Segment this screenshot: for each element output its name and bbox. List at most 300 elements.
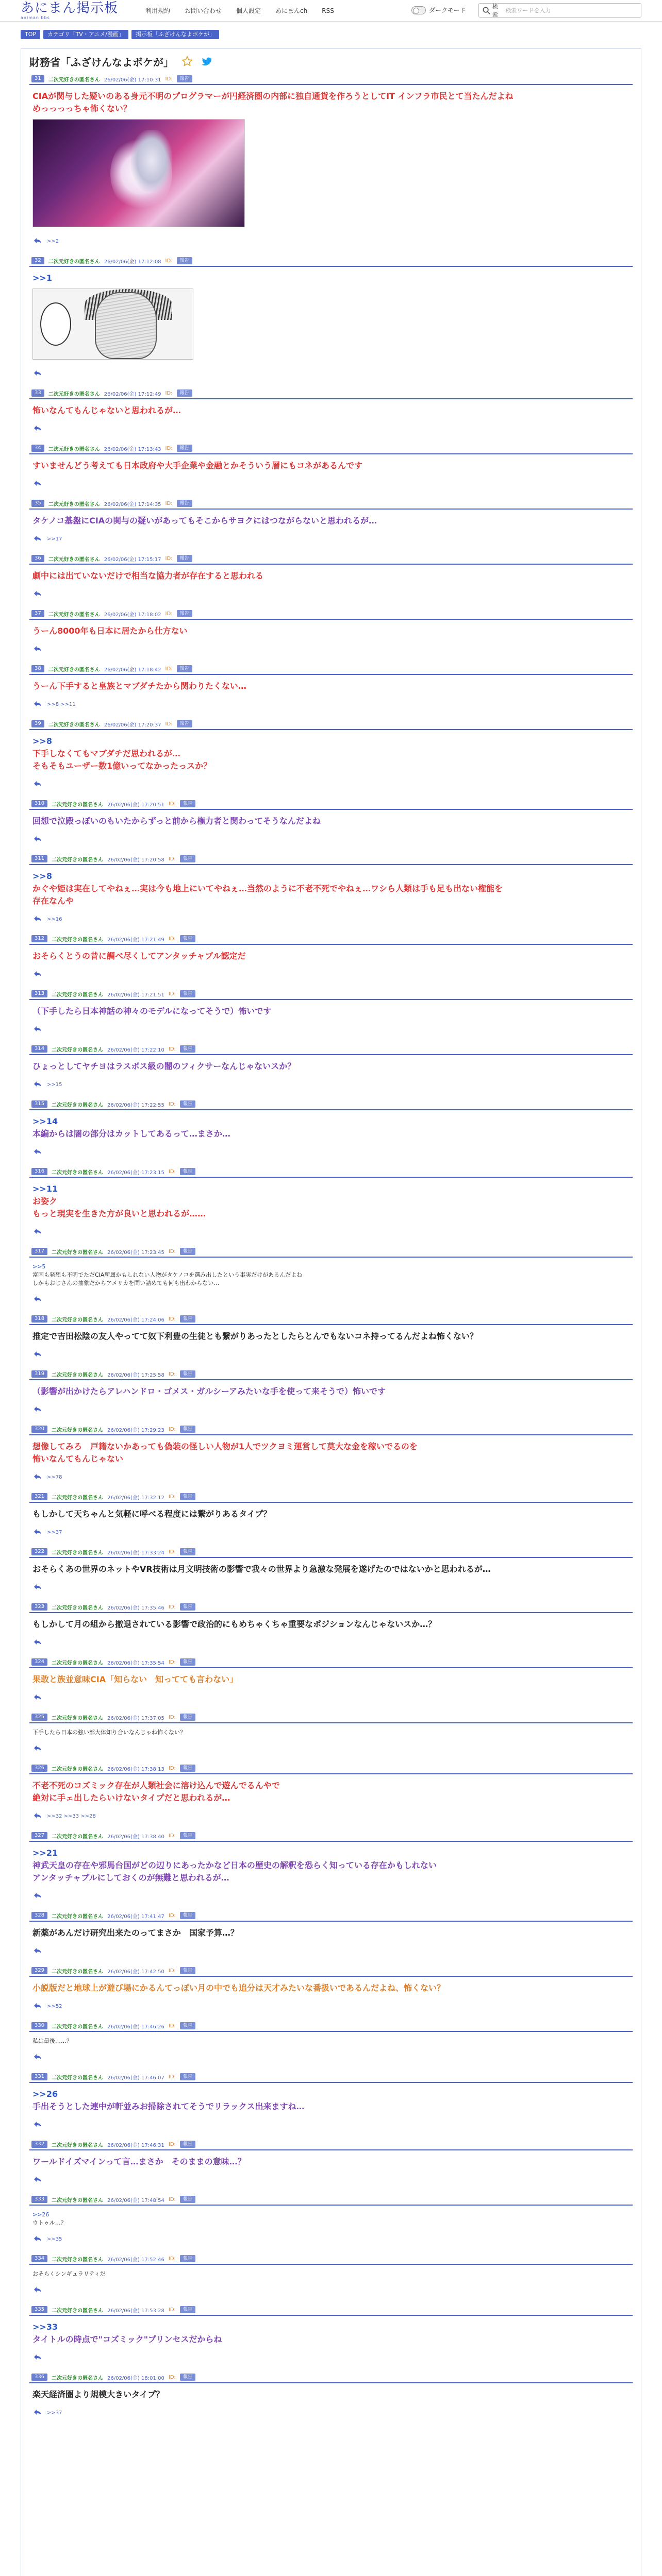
post-id[interactable]: ID: xyxy=(168,1549,176,1555)
post-text-line: ワールドイズマインって言…まさか そのままの意味…？ xyxy=(32,2157,246,2166)
post-body xyxy=(29,865,633,913)
post-id[interactable]: ID: xyxy=(168,1968,176,1974)
post-item xyxy=(29,1099,633,1163)
reply-icon[interactable] xyxy=(34,370,42,378)
post-number[interactable]: 327 xyxy=(31,1832,47,1839)
dark-mode-toggle[interactable] xyxy=(411,6,426,14)
post-author: 二次元好きの匿名さん xyxy=(48,259,100,265)
report-button[interactable]: 報告 xyxy=(180,2196,195,2203)
reply-icon[interactable] xyxy=(34,2054,42,2061)
post-header xyxy=(29,1044,633,1055)
post-text-line: うーん8000年も日本に居たから仕方ない xyxy=(32,626,188,636)
reply-icon[interactable] xyxy=(34,2286,42,2294)
nav-animanch[interactable]: あにまんch xyxy=(275,7,308,14)
post-number[interactable]: 323 xyxy=(31,1603,47,1611)
post-id[interactable]: ID: xyxy=(168,801,176,807)
post-text-line: おそらくあの世界のネットやVR技術は月文明技術の影響で我々の世界より急激な発展を遂げたのではないかと思われるが… xyxy=(32,1564,491,1574)
post-header xyxy=(29,2372,633,2383)
post-author: 二次元好きの匿名さん xyxy=(52,2257,104,2263)
post-body xyxy=(29,1503,633,1527)
reply-icon[interactable] xyxy=(34,1584,42,1591)
post-date: 26/02/06(金) 17:12:49 xyxy=(104,391,161,397)
report-button[interactable]: 報告 xyxy=(180,935,195,942)
report-button[interactable]: 報告 xyxy=(180,2374,195,2381)
breadcrumb-category[interactable]: カテゴリ「TV・アニメ/漫画」 xyxy=(43,30,128,39)
post-id[interactable]: ID: xyxy=(165,611,173,617)
post-author: 二次元好きの匿名さん xyxy=(52,2142,104,2148)
post-number[interactable]: 328 xyxy=(31,1912,47,1919)
reply-icon[interactable] xyxy=(34,971,42,978)
post-number[interactable]: 335 xyxy=(31,2306,47,2313)
report-button[interactable]: 報告 xyxy=(180,1100,195,1108)
post-header xyxy=(29,989,633,1000)
post-text-line: タケノコ基盤にCIAの関与の疑いがあってもそこからサヨクにはつながらないと思われるが… xyxy=(32,516,377,526)
post-body xyxy=(29,1668,633,1692)
post-date: 26/02/06(金) 17:13:43 xyxy=(104,446,161,452)
post-text-line: めっっっっちゃ怖くない？ xyxy=(32,104,131,113)
reply-icon[interactable] xyxy=(34,2121,42,2129)
post-item xyxy=(29,74,633,252)
reply-anchors[interactable]: >>37 xyxy=(47,2410,62,2416)
post-number[interactable]: 324 xyxy=(31,1658,47,1666)
reply-icon[interactable] xyxy=(34,2354,42,2362)
reply-anchors[interactable]: >>8 >>11 xyxy=(47,702,76,707)
post-author: 二次元好きの匿名さん xyxy=(52,1427,104,1433)
post-item xyxy=(29,1044,633,1096)
post-date: 26/02/06(金) 17:23:45 xyxy=(107,1249,164,1256)
reply-icon[interactable] xyxy=(34,1639,42,1647)
report-button[interactable]: 報告 xyxy=(177,720,192,727)
post-header xyxy=(29,1166,633,1178)
nav-terms[interactable]: 利用規約 xyxy=(145,7,171,14)
reply-icon[interactable] xyxy=(34,836,42,843)
post-body xyxy=(29,2316,633,2352)
report-button[interactable]: 報告 xyxy=(180,1426,195,1433)
twitter-icon[interactable] xyxy=(201,55,213,67)
report-button[interactable]: 報告 xyxy=(180,2073,195,2080)
post-id[interactable]: ID: xyxy=(165,445,173,451)
nav-contact[interactable]: お問い合わせ xyxy=(185,7,222,14)
post-footer xyxy=(29,368,633,385)
post-number[interactable]: 315 xyxy=(31,1100,47,1108)
post-image-manga[interactable] xyxy=(32,289,193,360)
post-header xyxy=(29,664,633,675)
reply-icon[interactable] xyxy=(34,1529,42,1536)
post-text-line: 私は最後……？ xyxy=(32,2038,72,2044)
post-author: 二次元好きの匿名さん xyxy=(52,802,104,808)
post-id[interactable]: ID: xyxy=(168,1371,176,1377)
reply-icon[interactable] xyxy=(34,781,42,788)
post-text-line: しかもおじさんの抽象だからアメリカを問い詰めても何も出わからない… xyxy=(32,1280,220,1286)
post-body xyxy=(29,1325,633,1349)
post-id[interactable]: ID: xyxy=(168,1659,176,1665)
post-header xyxy=(29,1492,633,1503)
post-author: 二次元好きの匿名さん xyxy=(52,2075,104,2081)
reply-icon[interactable] xyxy=(34,1081,42,1089)
reply-anchor-link[interactable]: >>1 xyxy=(32,273,52,283)
report-button[interactable]: 報告 xyxy=(180,2141,195,2148)
post-id[interactable]: ID: xyxy=(168,1714,176,1720)
reply-anchors[interactable]: >>32 >>33 >>28 xyxy=(47,1814,96,1819)
post-body xyxy=(29,565,633,588)
post-number[interactable]: 35 xyxy=(31,500,44,507)
post-footer xyxy=(29,834,633,851)
post-text-line: 手出そうとした連中が軒並みお掃除されてそうでリラックス出来ますね… xyxy=(32,2102,305,2111)
post-date: 26/02/06(金) 17:18:42 xyxy=(104,667,161,673)
post-id[interactable]: ID: xyxy=(165,390,173,396)
post-text-line: 楽天経済圏より規模大きいタイプ？ xyxy=(32,2389,164,2399)
report-button[interactable]: 報告 xyxy=(180,1045,195,1053)
post-id[interactable]: ID: xyxy=(165,555,173,562)
reply-anchors[interactable]: >>17 xyxy=(47,536,62,542)
post-author: 二次元好きの匿名さん xyxy=(52,2375,104,2381)
reply-anchors[interactable]: >>15 xyxy=(47,1082,62,1088)
post-header xyxy=(29,799,633,810)
post-body xyxy=(29,85,633,235)
reply-icon[interactable] xyxy=(34,2003,42,2010)
reply-icon[interactable] xyxy=(34,480,42,488)
post-author: 二次元好きの匿名さん xyxy=(52,1969,104,1975)
post-body xyxy=(29,1258,633,1294)
reply-icon[interactable] xyxy=(34,701,42,708)
post-id[interactable]: ID: xyxy=(168,2307,176,2313)
report-button[interactable]: 報告 xyxy=(177,610,192,617)
post-header xyxy=(29,1910,633,1922)
reply-icon[interactable] xyxy=(34,2176,42,2184)
reply-icon[interactable] xyxy=(34,535,42,543)
post-id[interactable]: ID: xyxy=(168,1494,176,1500)
post-author: 二次元好きの匿名さん xyxy=(52,2197,104,2204)
post-text-line: お姿ク xyxy=(32,1196,58,1206)
reply-anchor-link[interactable]: >>21 xyxy=(32,1848,58,1858)
reply-anchor-link[interactable]: >>14 xyxy=(32,1116,58,1126)
reply-icon[interactable] xyxy=(34,1812,42,1820)
post-id[interactable]: ID: xyxy=(168,1101,176,1107)
post-number[interactable]: 310 xyxy=(31,800,47,807)
report-button[interactable]: 報告 xyxy=(177,500,192,507)
post-text-line: そもそもユーザー数1億いってなかったっスか？ xyxy=(32,761,212,771)
reply-icon[interactable] xyxy=(34,916,42,923)
post-body xyxy=(29,267,633,368)
post-date: 26/02/06(金) 17:38:13 xyxy=(107,1766,164,1772)
post-number[interactable]: 326 xyxy=(31,1765,47,1772)
post-number[interactable]: 321 xyxy=(31,1493,47,1500)
report-button[interactable]: 報告 xyxy=(180,2022,195,2029)
post-id[interactable]: ID: xyxy=(168,1168,176,1175)
post-id[interactable]: ID: xyxy=(168,2023,176,2029)
post-author: 二次元好きの匿名さん xyxy=(52,1913,104,1920)
reply-anchors[interactable]: >>2 xyxy=(47,239,59,244)
post-number[interactable]: 322 xyxy=(31,1548,47,1555)
report-button[interactable]: 報告 xyxy=(180,1912,195,1919)
reply-icon[interactable] xyxy=(34,1892,42,1900)
reply-icon[interactable] xyxy=(34,1026,42,1033)
report-button[interactable]: 報告 xyxy=(177,665,192,672)
post-number[interactable]: 313 xyxy=(31,990,47,997)
post-number[interactable]: 325 xyxy=(31,1714,47,1721)
post-author: 二次元好きの匿名さん xyxy=(52,1495,104,1501)
post-text-line: 不老不死のコズミック存在が人類社会に溶け込んで遊んでるんやで xyxy=(32,1781,280,1790)
post-footer xyxy=(29,969,633,986)
post-id[interactable]: ID: xyxy=(168,991,176,997)
report-button[interactable]: 報告 xyxy=(177,389,192,397)
post-id[interactable]: ID: xyxy=(168,2374,176,2380)
post-author: 二次元好きの匿名さん xyxy=(52,1102,104,1108)
report-button[interactable]: 報告 xyxy=(180,1168,195,1175)
post-footer xyxy=(29,2284,633,2301)
report-button[interactable]: 報告 xyxy=(180,1967,195,1974)
post-number[interactable]: 329 xyxy=(31,1967,47,1974)
post-item xyxy=(29,1314,633,1366)
post-id[interactable]: ID: xyxy=(165,500,173,506)
post-item xyxy=(29,1547,633,1599)
post-number[interactable]: 32 xyxy=(31,257,44,264)
post-number[interactable]: 320 xyxy=(31,1426,47,1433)
reply-icon[interactable] xyxy=(34,1947,42,1955)
post-date: 26/02/06(金) 17:15:17 xyxy=(104,556,161,563)
post-footer xyxy=(29,235,633,252)
post-number[interactable]: 38 xyxy=(31,665,44,672)
report-button[interactable]: 報告 xyxy=(180,2306,195,2313)
post-date: 26/02/06(金) 17:24:06 xyxy=(107,1317,164,1323)
post-text-line: 新薬があんだけ研究出来たのってまさか 国家予算…？ xyxy=(32,1928,239,1938)
post-number[interactable]: 332 xyxy=(31,2141,47,2148)
post-footer xyxy=(29,1146,633,1163)
report-button[interactable]: 報告 xyxy=(180,1493,195,1500)
post-header xyxy=(29,74,633,85)
post-header xyxy=(29,2139,633,2150)
reply-anchor-link[interactable]: >>26 xyxy=(32,2211,49,2218)
post-item xyxy=(29,2072,633,2136)
post-id[interactable]: ID: xyxy=(168,2141,176,2147)
post-id[interactable]: ID: xyxy=(168,1426,176,1432)
post-number[interactable]: 34 xyxy=(31,445,44,452)
post-text-line: アンタッチャブルにしておくのが無難と思われるが… xyxy=(32,1873,229,1883)
reply-icon[interactable] xyxy=(34,238,42,245)
post-number[interactable]: 316 xyxy=(31,1168,47,1175)
post-item xyxy=(29,719,633,795)
post-author: 二次元好きの匿名さん xyxy=(52,1605,104,1611)
post-text-line: 富国も発想も不明でただCIA所属かもしれない人物がタケノコを選み出したという事実だけがあるんだよね xyxy=(32,1272,303,1278)
report-button[interactable]: 報告 xyxy=(177,445,192,452)
reply-anchor-link[interactable]: >>26 xyxy=(32,2089,58,2099)
post-body xyxy=(29,2083,633,2119)
dark-mode-switch[interactable] xyxy=(411,6,466,14)
post-item xyxy=(29,2021,633,2069)
report-button[interactable]: 報告 xyxy=(180,800,195,807)
reply-anchor-link[interactable]: >>33 xyxy=(32,2322,58,2332)
post-text-line: 下手したら日本の強い部大体知り合いなんじゃね怖くない？ xyxy=(32,1729,186,1736)
dark-mode-label: ダークモード xyxy=(429,7,466,14)
post-number[interactable]: 31 xyxy=(31,75,44,82)
report-button[interactable]: 報告 xyxy=(180,1248,195,1255)
post-footer xyxy=(29,1527,633,1544)
search-icon[interactable] xyxy=(481,5,492,16)
post-date: 26/02/06(金) 17:22:55 xyxy=(107,1102,164,1108)
post-body xyxy=(29,1110,633,1146)
post-number[interactable]: 314 xyxy=(31,1045,47,1053)
post-date: 26/02/06(金) 17:20:37 xyxy=(104,722,161,728)
post-number[interactable]: 334 xyxy=(31,2255,47,2262)
post-number[interactable]: 317 xyxy=(31,1248,47,1255)
post-id[interactable]: ID: xyxy=(165,721,173,727)
post-number[interactable]: 318 xyxy=(31,1315,47,1323)
post-header xyxy=(29,2072,633,2083)
post-author: 二次元好きの匿名さん xyxy=(48,77,100,83)
post-date: 26/02/06(金) 17:42:50 xyxy=(107,1969,164,1975)
post-id[interactable]: ID: xyxy=(168,1765,176,1771)
post-image-anime[interactable] xyxy=(32,119,245,227)
reply-icon[interactable] xyxy=(34,1228,42,1236)
post-body xyxy=(29,945,633,969)
post-text-line: 劇中には出ていないだけで相当な協力者が存在すると思われる xyxy=(32,571,264,581)
post-date: 26/02/06(金) 17:35:46 xyxy=(107,1605,164,1611)
post-body xyxy=(29,1178,633,1226)
post-footer xyxy=(29,533,633,550)
reply-icon[interactable] xyxy=(34,2409,42,2417)
post-item xyxy=(29,1246,633,1311)
post-number[interactable]: 333 xyxy=(31,2196,47,2203)
report-button[interactable]: 報告 xyxy=(180,1370,195,1378)
post-header xyxy=(29,1424,633,1435)
post-item xyxy=(29,2253,633,2301)
post-header xyxy=(29,1965,633,1977)
post-date: 26/02/06(金) 17:35:54 xyxy=(107,1660,164,1666)
post-number[interactable]: 39 xyxy=(31,720,44,727)
site-logo[interactable] xyxy=(21,1,129,21)
post-text-line: 下手しなくてもマブダチだ思われるが… xyxy=(32,749,180,758)
post-id[interactable]: ID: xyxy=(168,1833,176,1839)
post-id[interactable]: ID: xyxy=(165,258,173,264)
report-button[interactable]: 報告 xyxy=(177,75,192,82)
post-number[interactable]: 331 xyxy=(31,2073,47,2080)
reply-icon[interactable] xyxy=(34,590,42,598)
post-author: 二次元好きの匿名さん xyxy=(52,857,104,863)
post-id[interactable]: ID: xyxy=(168,856,176,862)
post-id[interactable]: ID: xyxy=(168,2196,176,2202)
post-id[interactable]: ID: xyxy=(168,1912,176,1919)
breadcrumb-top[interactable]: TOP xyxy=(21,30,40,39)
post-number[interactable]: 311 xyxy=(31,855,47,862)
nav-settings[interactable]: 個人設定 xyxy=(236,7,261,14)
report-button[interactable]: 報告 xyxy=(180,1315,195,1323)
report-button[interactable]: 報告 xyxy=(177,257,192,264)
reply-anchor-link[interactable]: >>11 xyxy=(32,1184,58,1194)
reply-anchors[interactable]: >>35 xyxy=(47,2236,62,2242)
post-body xyxy=(29,1842,633,1890)
post-date: 26/02/06(金) 17:20:51 xyxy=(107,802,164,808)
post-body xyxy=(29,1435,633,1471)
reply-anchor-link[interactable]: >>8 xyxy=(32,871,52,881)
reply-anchor-link[interactable]: >>8 xyxy=(32,736,52,746)
post-number[interactable]: 330 xyxy=(31,2022,47,2029)
post-id[interactable]: ID: xyxy=(168,1604,176,1610)
post-id[interactable]: ID: xyxy=(168,1248,176,1255)
post-item xyxy=(29,1965,633,2018)
reply-anchors[interactable]: >>78 xyxy=(47,1475,62,1480)
search-button-label[interactable]: 検索 xyxy=(492,3,498,18)
reply-icon[interactable] xyxy=(34,1406,42,1414)
post-body xyxy=(29,1613,633,1637)
post-body xyxy=(29,1922,633,1945)
post-body xyxy=(29,399,633,423)
report-button[interactable]: 報告 xyxy=(180,2255,195,2262)
post-body xyxy=(29,2206,633,2233)
report-button[interactable]: 報告 xyxy=(180,1714,195,1721)
post-text-line: うーん下手すると皇族とマブダチたから関わりたくない… xyxy=(32,681,246,691)
reply-icon[interactable] xyxy=(34,1745,42,1753)
report-button[interactable]: 報告 xyxy=(180,1832,195,1839)
star-icon[interactable] xyxy=(181,55,193,67)
reply-icon[interactable] xyxy=(34,2235,42,2243)
post-text-line: ウトゥル…？ xyxy=(32,2219,67,2226)
report-button[interactable]: 報告 xyxy=(180,855,195,862)
post-id[interactable]: ID: xyxy=(168,2256,176,2262)
report-button[interactable]: 報告 xyxy=(177,555,192,562)
reply-icon[interactable] xyxy=(34,1351,42,1359)
post-id[interactable]: ID: xyxy=(168,2074,176,2080)
post-item xyxy=(29,989,633,1041)
post-number[interactable]: 37 xyxy=(31,610,44,617)
thread-panel xyxy=(21,48,641,2576)
post-id[interactable]: ID: xyxy=(165,666,173,672)
post-date: 26/02/06(金) 17:21:51 xyxy=(107,992,164,998)
post-date: 26/02/06(金) 17:41:47 xyxy=(107,1913,164,1920)
reply-icon[interactable] xyxy=(34,1296,42,1303)
reply-anchors[interactable]: >>16 xyxy=(47,917,62,922)
post-item xyxy=(29,1492,633,1544)
post-number[interactable]: 33 xyxy=(31,389,44,397)
reply-icon[interactable] xyxy=(34,1694,42,1702)
post-header xyxy=(29,1831,633,1842)
post-footer xyxy=(29,913,633,930)
post-id[interactable]: ID: xyxy=(168,1316,176,1322)
post-item xyxy=(29,799,633,851)
post-body xyxy=(29,620,633,643)
site-logo-text[interactable]: あにまん掲示板 xyxy=(21,1,119,16)
post-id[interactable]: ID: xyxy=(168,936,176,942)
post-footer xyxy=(29,1404,633,1421)
post-header xyxy=(29,256,633,267)
reply-icon[interactable] xyxy=(34,646,42,653)
post-item xyxy=(29,2194,633,2250)
nav-rss[interactable]: RSS xyxy=(322,7,334,14)
post-id[interactable]: ID: xyxy=(168,1046,176,1052)
report-button[interactable]: 報告 xyxy=(180,990,195,997)
reply-anchor-link[interactable]: >>5 xyxy=(32,1263,46,1270)
reply-icon[interactable] xyxy=(34,425,42,433)
reply-icon[interactable] xyxy=(34,1473,42,1481)
reply-icon[interactable] xyxy=(34,1148,42,1156)
search-input[interactable] xyxy=(503,4,641,16)
post-id[interactable]: ID: xyxy=(165,76,173,82)
report-button[interactable]: 報告 xyxy=(180,1765,195,1772)
report-button[interactable]: 報告 xyxy=(180,1658,195,1666)
report-button[interactable]: 報告 xyxy=(180,1603,195,1611)
reply-anchors[interactable]: >>52 xyxy=(47,2004,62,2009)
post-number[interactable]: 319 xyxy=(31,1370,47,1378)
report-button[interactable]: 報告 xyxy=(180,1548,195,1555)
reply-anchors[interactable]: >>37 xyxy=(47,1530,62,1535)
post-author: 二次元好きの匿名さん xyxy=(52,2024,104,2030)
post-item xyxy=(29,388,633,440)
post-header xyxy=(29,388,633,399)
post-number[interactable]: 312 xyxy=(31,935,47,942)
breadcrumb-board[interactable]: 掲示板「ふざけんなよボケが」 xyxy=(131,30,219,39)
post-number[interactable]: 36 xyxy=(31,555,44,562)
post-text-line: すいませんどう考えても日本政府や大手企業や金融とかそういう層にもコネがあるんです xyxy=(32,461,363,470)
post-number[interactable]: 336 xyxy=(31,2374,47,2381)
